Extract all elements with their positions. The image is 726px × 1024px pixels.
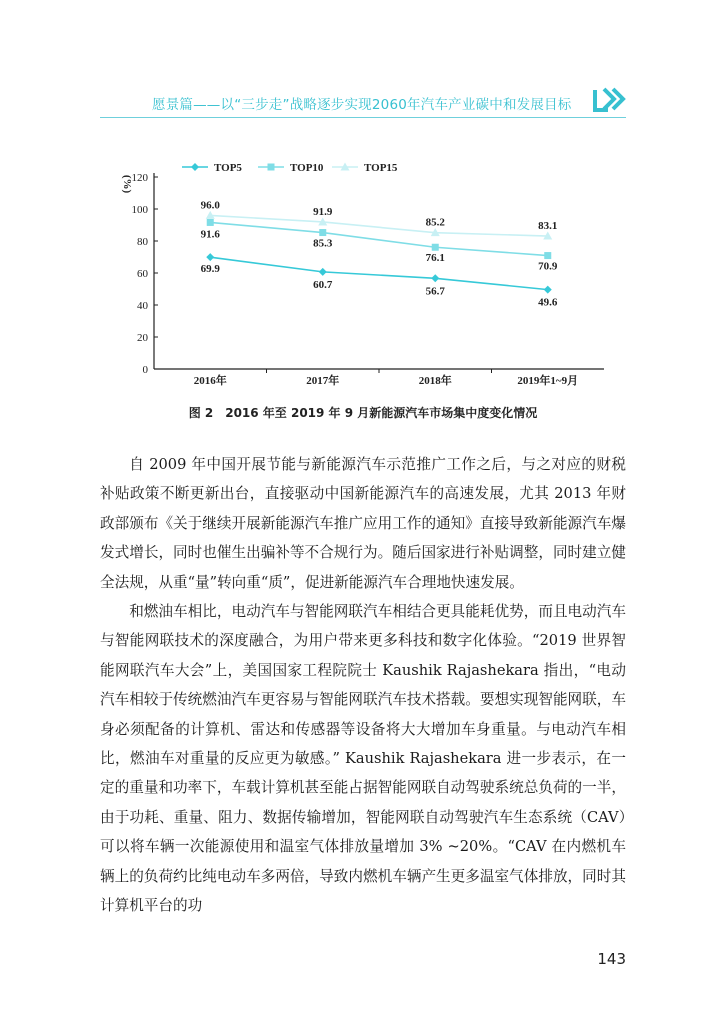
legend-marker (191, 163, 199, 171)
legend-marker (268, 164, 275, 171)
legend-label: TOP10 (290, 162, 324, 174)
data-point-top5 (431, 274, 439, 282)
data-label-top5: 69.9 (200, 263, 220, 276)
data-point-top10 (544, 252, 551, 259)
series-line-top15 (210, 215, 548, 236)
chart-series (201, 199, 558, 308)
paragraph: 和燃油车相比，电动汽车与智能网联汽车相结合更具能耗优势，而且电动汽车与智能网联技术的深度融合，为用户带来更多科技和数字化体验。“2019 世界智能网联汽车大会”上，美国国家工程院院士 Kaushik Rajashekara 指出，“电动汽车相较于传统燃油汽车更容易与智能网联汽车技术搭载。要想实现智能网联，车身必须配备的计算机、雷达和传感器等设备将大大增加车身重量。与电动汽车相比，燃油车对重量的反应更为敏感。” Kaushik Rajashekara 进一步表示，在一定的重量和功率下，车载计算机甚至能占据智能网联自动驾驶系统总负荷的一半，由于功耗、重量、阻力、数据传输增加，智能网联自动驾驶汽车生态系统（CAV）可以将车辆一次能源使用和温室气体排放量增加 3% ~20%。“CAV 在内燃机车辆上的负荷约比纯电动车多两倍，导致内燃机车辆产生更多温室气体排放，同时其计算机平台的功 (100, 603, 626, 915)
data-point-top10 (319, 229, 326, 236)
figure-caption: 图 2 2016 年至 2019 年 9 月新能源汽车市场集中度变化情况 (188, 406, 538, 420)
double-chevron-icon (592, 86, 626, 114)
data-point-top10 (432, 244, 439, 251)
series-line-top5 (210, 257, 548, 289)
y-tick-label: 80 (137, 236, 148, 248)
x-tick-label: 2019年1~9月 (517, 375, 579, 387)
y-tick-label: 20 (137, 332, 148, 344)
data-label-top10: 70.9 (538, 260, 558, 273)
x-tick-label: 2016年 (193, 375, 227, 387)
header-rule (100, 117, 626, 118)
legend-label: TOP15 (364, 162, 398, 174)
data-label-top15: 83.1 (538, 220, 558, 233)
data-label-top10: 85.3 (313, 237, 333, 250)
data-point-top5 (319, 268, 327, 276)
y-tick-label: 120 (131, 172, 148, 184)
chart-legend (182, 162, 398, 174)
y-tick-label: 0 (142, 364, 148, 376)
data-label-top15: 91.9 (313, 205, 333, 218)
y-tick-label: 60 (137, 268, 148, 280)
data-label-top5: 49.6 (538, 296, 558, 309)
body-text (100, 450, 626, 921)
page-number: 143 (597, 950, 626, 968)
x-tick-label: 2018年 (418, 375, 452, 387)
data-label-top15: 85.2 (425, 216, 445, 229)
data-point-top10 (207, 219, 214, 226)
data-label-top5: 60.7 (313, 278, 333, 291)
market-concentration-chart (100, 150, 626, 390)
paragraph: 自 2009 年中国开展节能与新能源汽车示范推广工作之后，与之对应的财税补贴政策不断更新出台，直接驱动中国新能源汽车的高速发展，尤其 2013 年财政部颁布《关于继续开展新能源汽车推广应用工作的通知》直接导致新能源汽车爆发式增长，同时也催生出骗补等不合规行为。随后国家进行补贴调整，同时建立健全法规，从重“量”转向重“质”，促进新能源汽车合理地快速发展。 (100, 456, 626, 591)
running-header-title: 愿景篇——以“三步走”战略逐步实现2060年汽车产业碳中和发展目标 (152, 97, 572, 113)
data-label-top10: 91.6 (200, 228, 220, 241)
data-label-top15: 96.0 (200, 199, 220, 212)
data-point-top5 (206, 253, 214, 261)
data-label-top5: 56.7 (425, 285, 445, 298)
data-label-top10: 76.1 (425, 252, 445, 265)
y-tick-label: 100 (131, 204, 148, 216)
data-point-top5 (544, 286, 552, 294)
x-tick-label: 2017年 (306, 375, 340, 387)
y-axis-label: (%) (121, 174, 133, 194)
legend-label: TOP5 (214, 162, 242, 174)
y-tick-label: 40 (137, 300, 148, 312)
